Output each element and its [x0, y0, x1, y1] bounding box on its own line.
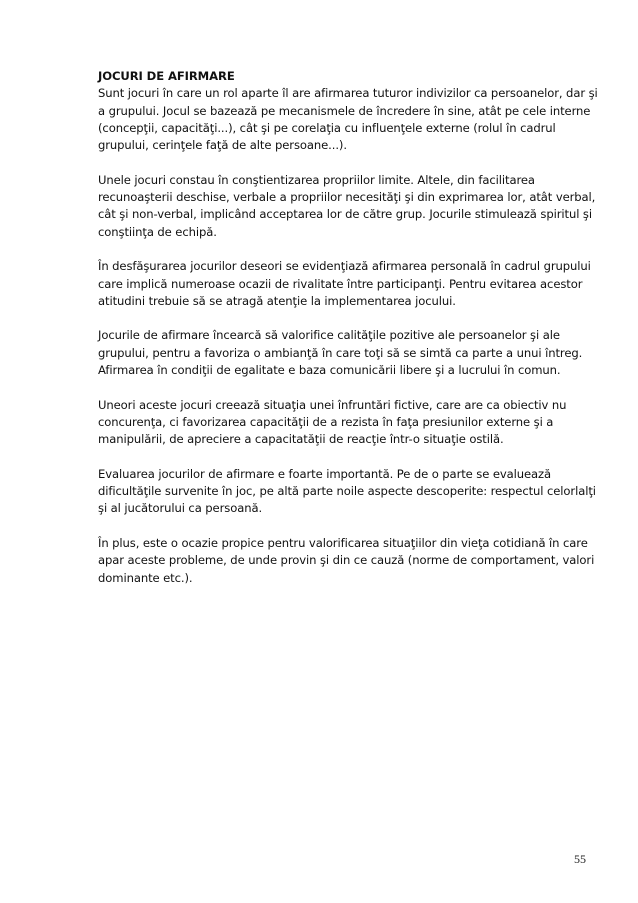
- page-number: 55: [574, 852, 586, 866]
- paragraph-6: Evaluarea jocurilor de afirmare e foarte importantă. Pe de o parte se evaluează dificultăţile survenite în joc, pe altă parte noile aspecte descoperite: respectul celorlalţi şi al jucătorului ca persoană.: [98, 466, 596, 516]
- paragraph-4: Jocurile de afirmare încearcă să valorifice calităţile pozitive ale persoanelor şi ale grupului, pentru a favoriza o ambianţă în care toţi să se simtă ca parte a unui întreg. Afirmarea în condiţii de egalitate e baza comunicării libere şi a lucrului în comun.: [98, 328, 583, 378]
- document-body: [98, 68, 598, 604]
- paragraph-3: În desfăşurarea jocurilor deseori se evidenţiază afirmarea personală în cadrul grupului care implică numeroase ocazii de rivalitate între participanţi. Pentru evitarea acestor atitudini trebuie să se atragă atenţie la implementarea jocului.: [98, 259, 591, 308]
- paragraph-7: În plus, este o ocazie propice pentru valorificarea situaţiilor din vieţa cotidiană în care apar aceste probleme, de unde provin şi din ce cauză (norme de comportament, valori dominante etc.).: [98, 536, 595, 585]
- paragraph-1: Sunt jocuri în care un rol aparte îl are afirmarea tuturor indivizilor ca persoanelor, dar şi a grupului. Jocul se bazează pe mecanismele de încredere în sine, atât pe cele interne (concepţii, capacităţi...), cât şi pe corelaţia cu influenţele externe (rolul în cadrul grupului, cerinţele faţă de alte persoane...).: [98, 86, 598, 153]
- paragraph-2: Unele jocuri constau în conştientizarea propriilor limite. Altele, din facilitarea recunoaşterii deschise, verbale a propriilor necesităţi şi din exprimarea lor, atât verbal, cât şi non-verbal, implicând acceptarea lor de către grup. Jocurile stimulează spiritul şi conştiinţa de echipă.: [98, 172, 596, 239]
- paragraph-5: Uneori aceste jocuri creează situaţia unei înfruntări fictive, care are ca obiectiv nu concurenţa, ci favorizarea capacităţii de a rezista în faţa presiunilor externe şi a manipulării, de apreciere a capacitatăţii de reacţie într-o situaţie ostilă.: [98, 397, 567, 447]
- section-title: JOCURI DE AFIRMARE: [98, 69, 235, 83]
